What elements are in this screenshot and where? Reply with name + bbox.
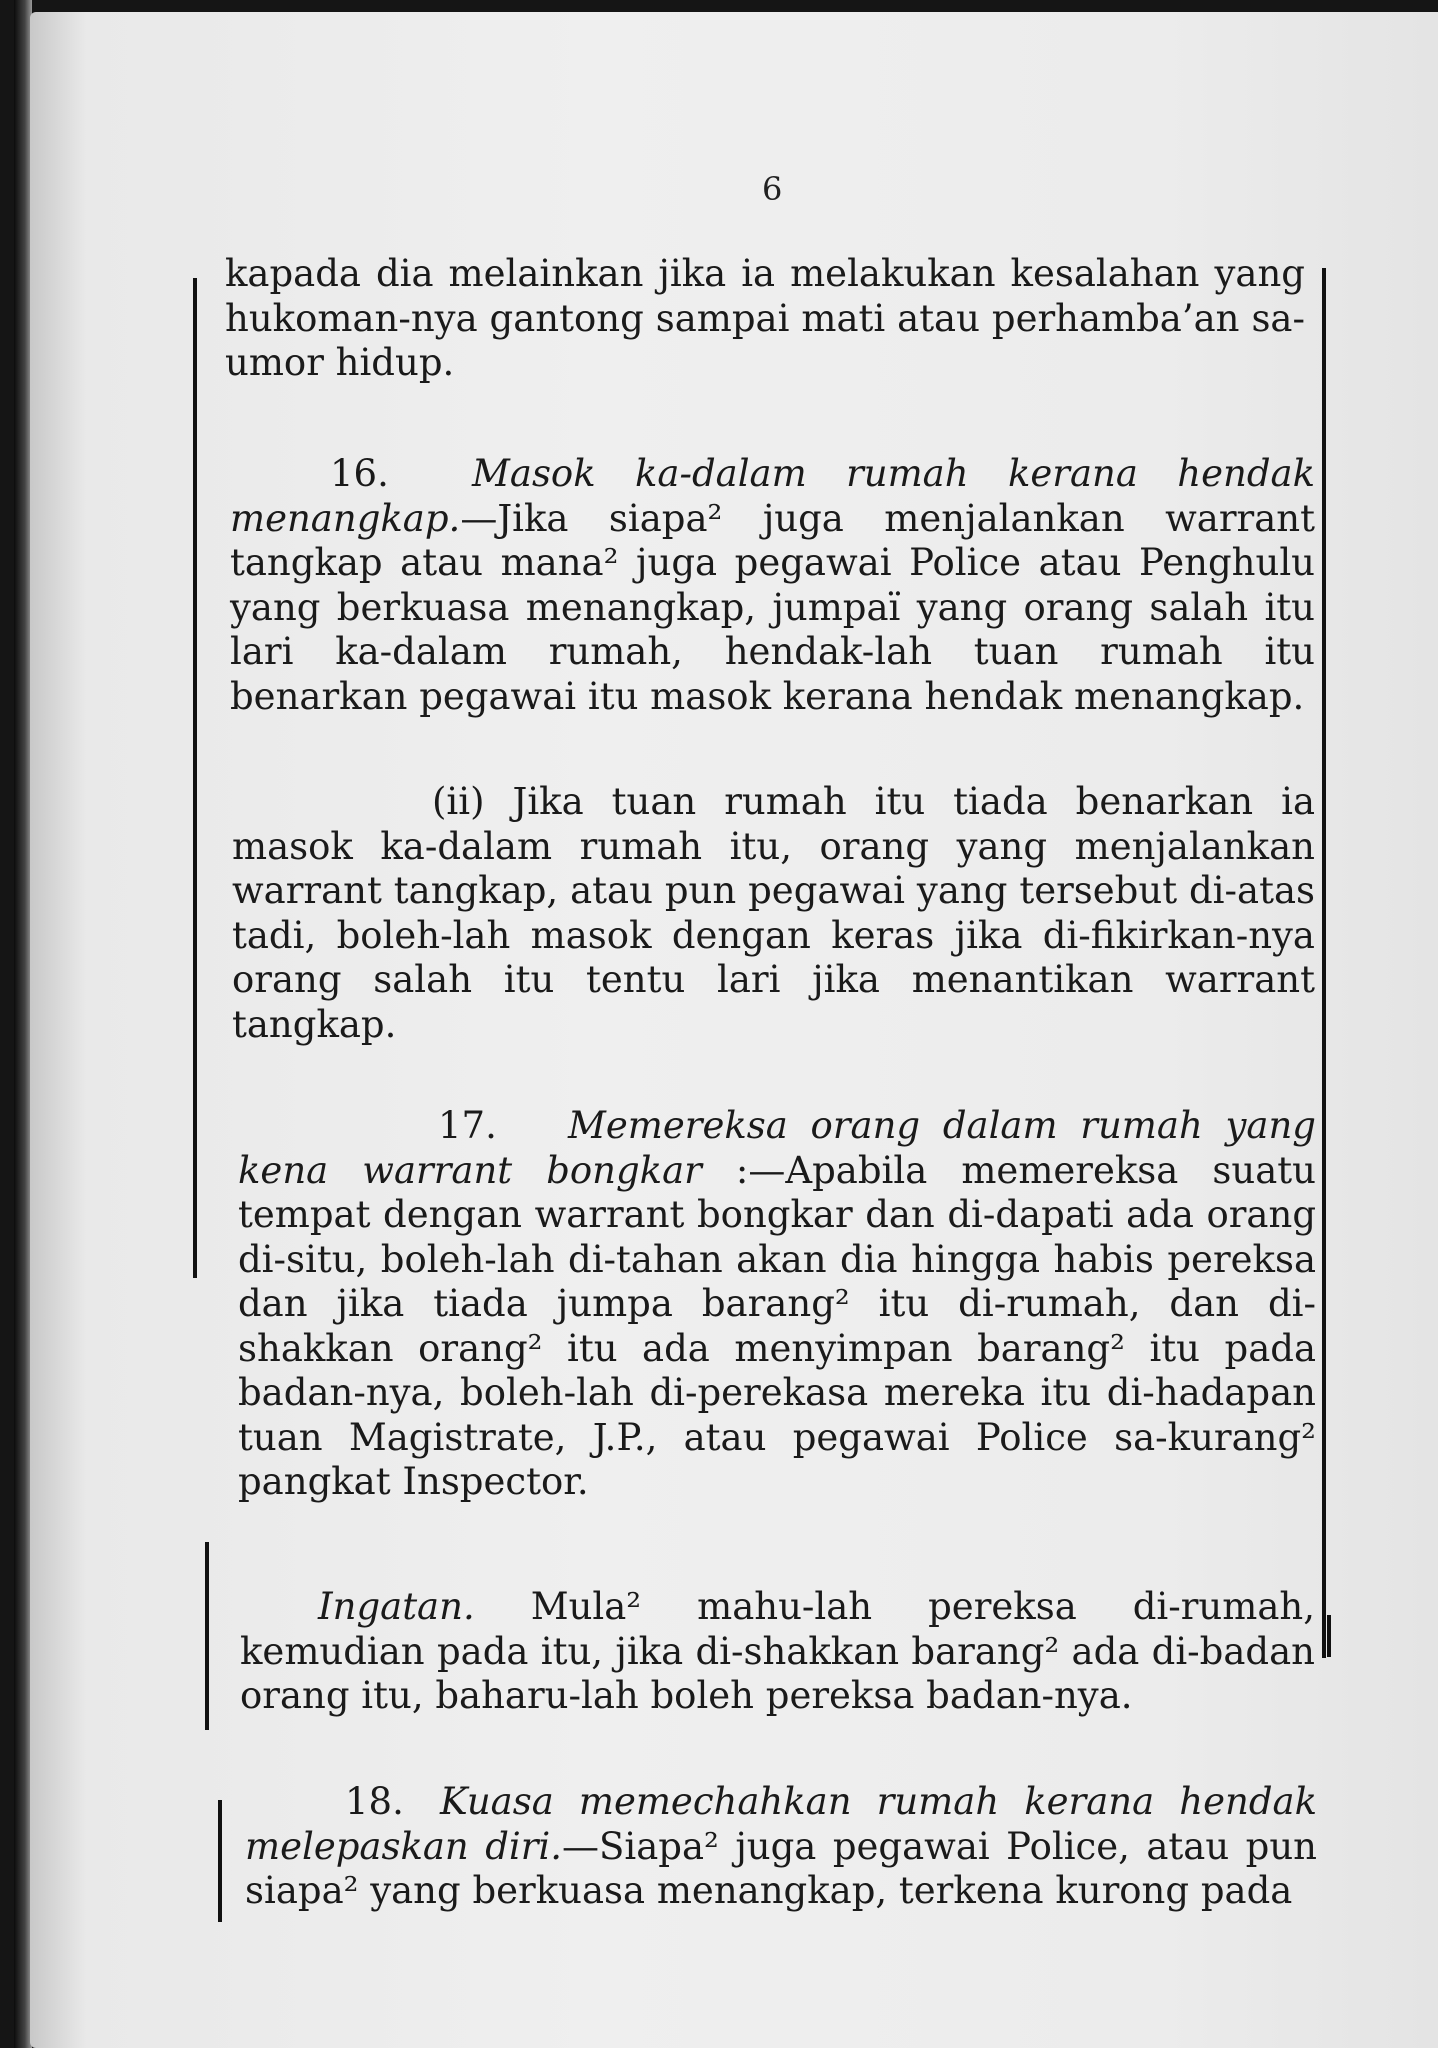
ingatan-note — [240, 1585, 1315, 1719]
margin-rule-left-3 — [218, 1800, 222, 1922]
section-text: —Siapa² juga pegawai Police, atau pun siapa² yang berkuasa menangkap, terkena kurong pada — [245, 1824, 1317, 1912]
margin-rule-right-1 — [1322, 268, 1326, 1658]
section-16 — [230, 452, 1315, 719]
section-16-subsection-ii — [232, 780, 1315, 1047]
note-label: Ingatan. — [318, 1585, 475, 1628]
paragraph-continuation — [225, 252, 1305, 386]
margin-rule-right-2 — [1327, 1615, 1331, 1657]
subsection-text: (ii) Jika tuan rumah itu tiada benarkan ia masok ka-dalam rumah itu, orang yang menjalankan warrant tangkap, atau pun pegawai yang tersebut di-atas tadi, boleh-lah masok dengan keras jika di-fikirkan-nya orang salah itu tentu lari jika menantikan warrant tangkap. — [232, 780, 1315, 1046]
margin-rule-left-1 — [193, 278, 197, 1278]
section-text: :—Apabila memereksa suatu tempat dengan warrant bongkar dan di-dapati ada orang di-situ, boleh-lah di-tahan akan dia hingga habis pereksa dan jika tiada jumpa barang² itu di-rumah, dan di-shakkan orang² itu ada menyimpan barang² itu pada badan-nya, boleh-lah di-perekasa mereka itu di-hadapan tuan Magistrate, J.P., atau pegawai Police sa-kurang² pangkat Inspector. — [238, 1148, 1317, 1503]
section-title: Memereksa orang dalam rumah yang kena warrant bongkar — [238, 1104, 1316, 1192]
section-18 — [245, 1780, 1317, 1914]
paragraph-text: kapada dia melainkan jika ia melakukan kesalahan yang hukoman-nya gantong sampai mati atau perhamba’an sa-umor hidup. — [225, 252, 1305, 384]
margin-rule-left-2 — [205, 1542, 209, 1730]
section-number: 18. — [345, 1780, 404, 1823]
section-title: Kuasa memechahkan rumah kerana hendak melepaskan diri. — [245, 1780, 1317, 1868]
section-text: —Jika siapa² juga menjalankan warrant tangkap atau mana² juga pegawai Police atau Penghulu yang berkuasa menangkap, jumpaï yang orang salah itu lari ka-dalam rumah, hendak-lah tuan rumah itu benarkan pegawai itu masok kerana hendak menangkap. — [230, 496, 1315, 718]
page-number: 6 — [762, 170, 783, 208]
section-number: 16. — [330, 452, 389, 495]
section-number: 17. — [438, 1104, 497, 1147]
section-17 — [238, 1104, 1316, 1505]
section-title: Masok ka-dalam rumah kerana hendak menangkap. — [230, 452, 1315, 540]
note-text: Mula² mahu-lah pereksa di-rumah, kemudian pada itu, jika di-shakkan barang² ada di-badan orang itu, baharu-lah boleh pereksa badan-nya. — [240, 1585, 1315, 1717]
